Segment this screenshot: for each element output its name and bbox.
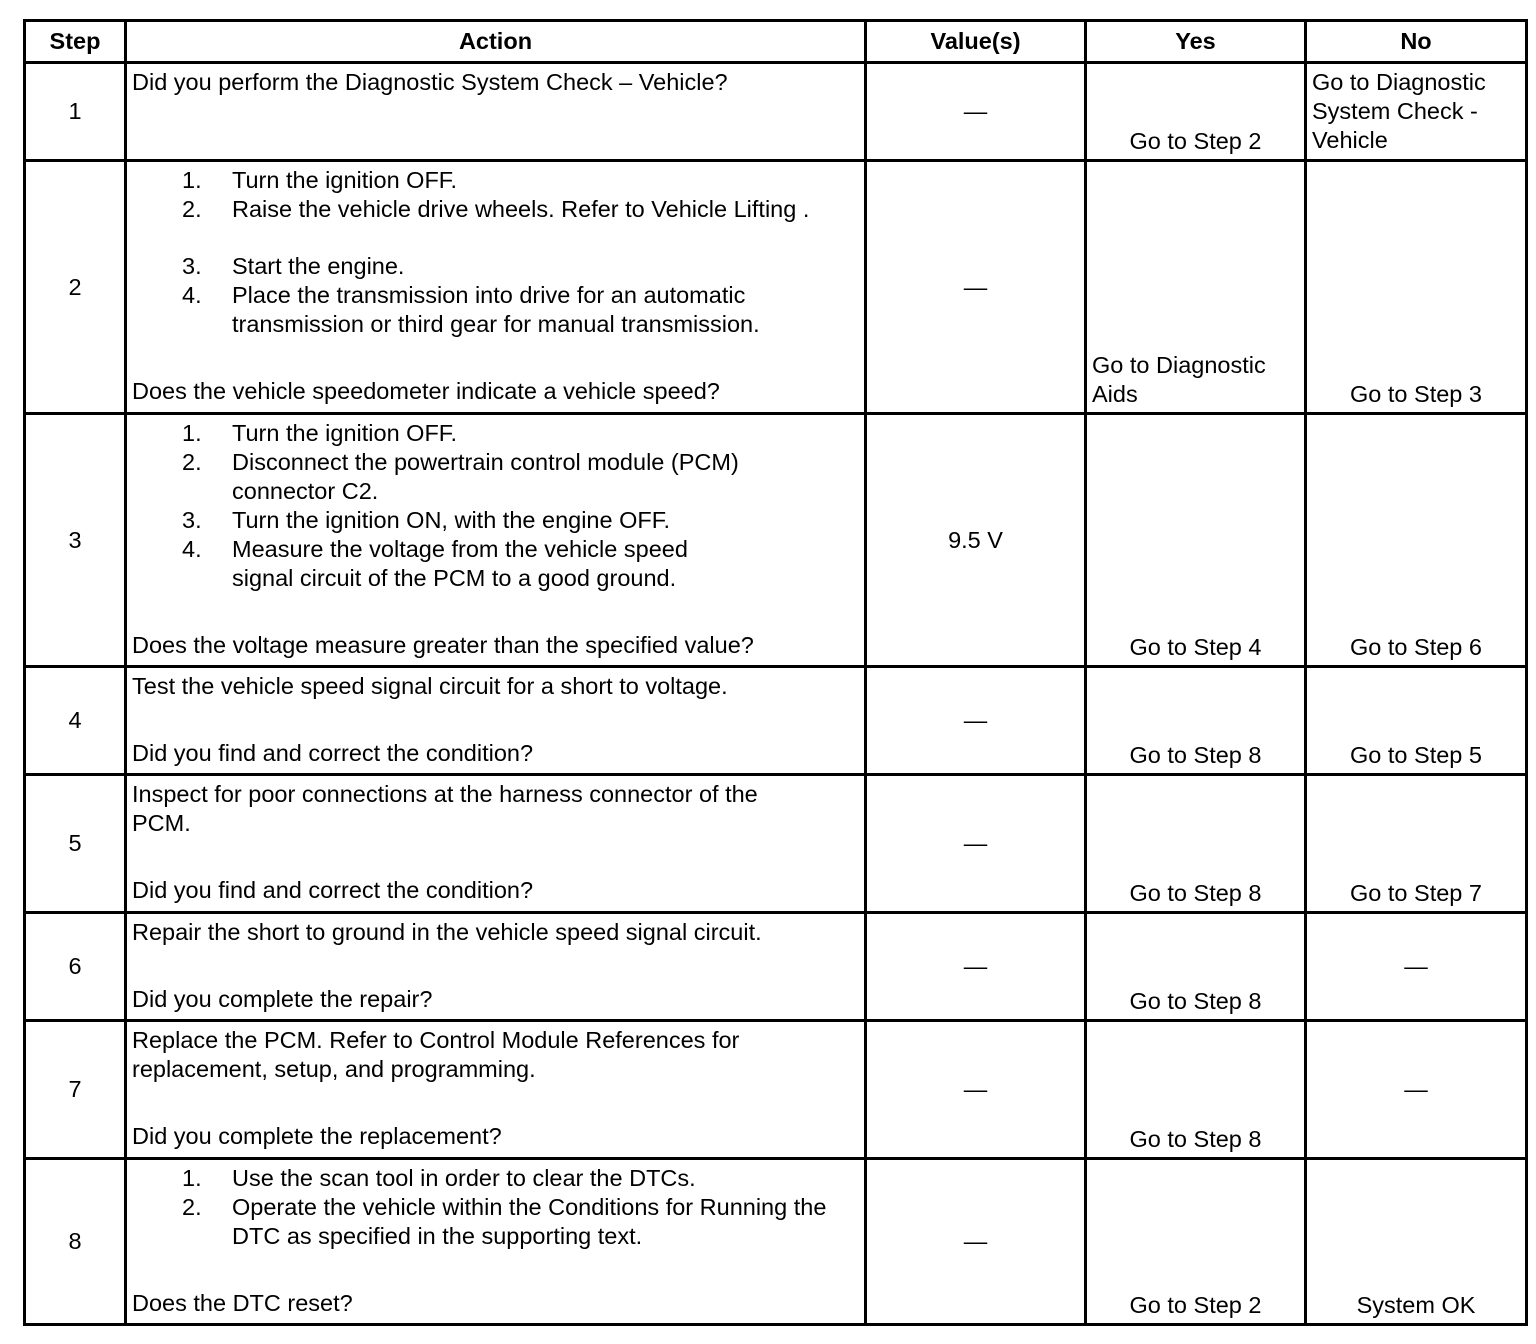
header-yes: Yes [1086,21,1306,63]
action-cell [126,1021,866,1159]
action-steps [132,1164,860,1251]
action-question: Did you find and correct the condition? [132,740,534,766]
step-number: 8 [25,1159,126,1325]
list-item [132,448,740,506]
step-item-text: Turn the ignition OFF. [232,167,458,193]
step-item-number: 4. [182,282,202,308]
step-number: 1 [25,63,126,161]
yes-cell: Go to Step 8 [1086,913,1306,1021]
yes-cell: Go to Step 2 [1086,63,1306,161]
value-cell: — [866,775,1086,913]
step-number: 2 [25,161,126,414]
no-cell: Go to Step 5 [1306,667,1527,775]
yes-cell: Go to Step 8 [1086,667,1306,775]
no-cell: Go to Step 6 [1306,414,1527,667]
diagnostic-table [23,19,1528,1326]
action-question: Did you complete the repair? [132,986,433,1012]
action-steps [132,166,860,339]
action-text: Inspect for poor connections at the harness connector of the PCM. [132,781,758,836]
step-item-text: Disconnect the powertrain control module (PCM) connector C2. [232,449,739,504]
step-item-number: 1. [182,420,202,446]
step-number: 4 [25,667,126,775]
step-number: 5 [25,775,126,913]
table-row [25,161,1527,414]
step-item-number: 2. [182,1194,202,1220]
yes-cell: Go to Diagnostic Aids [1086,161,1306,414]
action-text: Repair the short to ground in the vehicle speed signal circuit. [132,919,762,945]
list-item [132,506,740,535]
action-steps [132,419,860,593]
list-item [132,419,740,448]
header-no: No [1306,21,1527,63]
action-question: Did you complete the replacement? [132,1123,502,1149]
action-cell [126,414,866,667]
table-row [25,913,1527,1021]
header-action: Action [126,21,866,63]
step-item-text: Start the engine. [232,253,405,279]
step-item-number: 1. [182,167,202,193]
list-item [132,281,860,339]
header-values: Value(s) [866,21,1086,63]
no-cell: — [1306,1021,1527,1159]
no-cell: Go to Step 3 [1306,161,1527,414]
yes-cell: Go to Step 8 [1086,775,1306,913]
table-row [25,1021,1527,1159]
list-item [132,1193,840,1251]
no-cell: — [1306,913,1527,1021]
table-row [25,414,1527,667]
header-row [25,21,1527,63]
step-item-text: Measure the voltage from the vehicle speed signal circuit of the PCM to a good ground. [232,536,688,591]
step-item-number: 2. [182,196,202,222]
action-text: Replace the PCM. Refer to Control Module References for replacement, setup, and programming. [132,1027,740,1082]
step-item-number: 3. [182,507,202,533]
table-row [25,775,1527,913]
list-item [132,1164,840,1193]
action-question: Does the vehicle speedometer indicate a vehicle speed? [132,378,720,404]
step-item-number: 4. [182,536,202,562]
step-item-text: Turn the ignition ON, with the engine OFF. [232,507,671,533]
action-cell [126,1159,866,1325]
value-cell: — [866,667,1086,775]
list-item [132,535,740,593]
step-item-text: Raise the vehicle drive wheels. Refer to Vehicle Lifting . [232,196,810,222]
action-question: Does the voltage measure greater than the specified value? [132,632,754,658]
step-item-text: Place the transmission into drive for an automatic transmission or third gear for manual transmission. [232,282,760,337]
action-question: Does the DTC reset? [132,1290,353,1316]
table-row [25,63,1527,161]
action-cell [126,775,866,913]
list-item [132,166,860,195]
action-cell [126,161,866,414]
step-item-number: 2. [182,449,202,475]
yes-cell: Go to Step 4 [1086,414,1306,667]
value-cell: — [866,161,1086,414]
action-cell [126,913,866,1021]
action-text: Did you perform the Diagnostic System Check – Vehicle? [132,69,728,95]
list-item [132,195,860,224]
value-cell: — [866,1021,1086,1159]
yes-cell: Go to Step 8 [1086,1021,1306,1159]
step-number: 7 [25,1021,126,1159]
header-step: Step [25,21,126,63]
table-row [25,667,1527,775]
no-cell: System OK [1306,1159,1527,1325]
step-item-text: Operate the vehicle within the Conditions for Running the DTC as specified in the supporting text. [232,1194,827,1249]
step-item-text: Turn the ignition OFF. [232,420,458,446]
value-cell: — [866,63,1086,161]
list-item [132,252,860,281]
no-cell: Go to Step 7 [1306,775,1527,913]
value-cell: — [866,913,1086,1021]
value-cell: — [866,1159,1086,1325]
step-item-number: 3. [182,253,202,279]
no-cell: Go to Diagnostic System Check - Vehicle [1306,63,1527,161]
step-number: 6 [25,913,126,1021]
action-cell [126,63,866,161]
yes-cell: Go to Step 2 [1086,1159,1306,1325]
action-text: Test the vehicle speed signal circuit for a short to voltage. [132,673,728,699]
action-question: Did you find and correct the condition? [132,877,534,903]
value-cell: 9.5 V [866,414,1086,667]
step-item-text: Use the scan tool in order to clear the DTCs. [232,1165,696,1191]
action-cell [126,667,866,775]
step-item-number: 1. [182,1165,202,1191]
step-number: 3 [25,414,126,667]
table-row [25,1159,1527,1325]
